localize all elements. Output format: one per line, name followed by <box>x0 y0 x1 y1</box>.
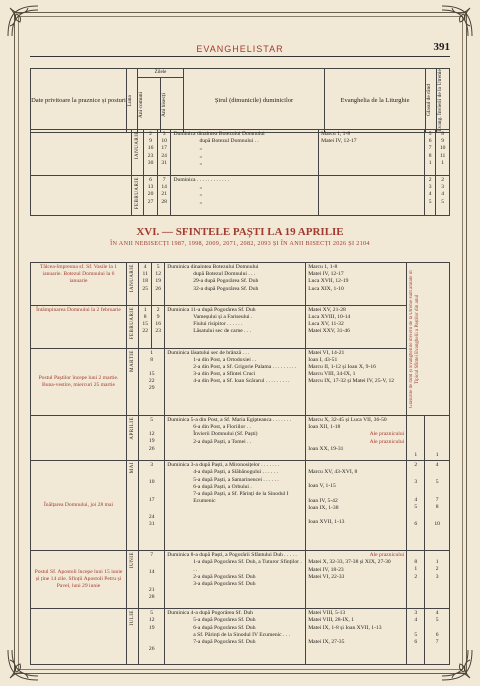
evang: 4 <box>441 191 445 198</box>
gospel: Matei IX, 27-35 <box>308 638 345 645</box>
glas: 5 <box>428 198 432 205</box>
day: 8 <box>143 313 147 320</box>
gospel: Ioan XX, 19-31 <box>308 445 344 452</box>
corner-ornament-icon <box>440 4 474 38</box>
gospel: Matei IX, 1-8 și Ioan XVII, 1-13 <box>308 624 382 631</box>
sunday-name: 5-a după Pogorârea Sf. Duh <box>193 617 256 624</box>
sunday-name: „ <box>199 184 202 191</box>
gospel: Matei IV, 12-17 <box>321 138 357 145</box>
month-label: FEBRUARIE <box>130 306 135 340</box>
evang: 7 <box>435 496 439 503</box>
day: 31 <box>161 159 167 166</box>
month-label: IUNIE <box>130 552 135 569</box>
gospel: Matei XXV, 31-46 <box>308 328 350 335</box>
gospel: Ioan IX, 1-38 <box>308 504 339 511</box>
gospel: Ioan XII, 1-18 <box>308 424 341 431</box>
sunday-name: după Botezul Domnului . . . <box>193 271 256 278</box>
day: 4 <box>143 264 147 270</box>
evang: 4 <box>435 462 439 469</box>
evang: 10 <box>439 145 446 152</box>
month-label: IANUARIE <box>134 131 140 160</box>
day: 3 <box>162 131 166 137</box>
sunday-name: 4-a după Paști, a Slăbănogului . . . . . . <box>193 469 278 476</box>
day: 12 <box>155 271 161 278</box>
sunday-name: 6-a după Pogorârea Sf. Duh <box>193 624 256 631</box>
day: 2 <box>149 131 152 137</box>
sunday-name: 5-a după Paști, a Samarinencei . . . . . . <box>193 476 279 483</box>
evang: 5 <box>441 198 445 205</box>
evang: 8 <box>441 131 445 137</box>
evang: 8 <box>435 503 439 510</box>
glas: 4 <box>414 496 418 503</box>
day: 5 <box>156 264 160 270</box>
header-dates: Date privitoare la praznice și posturi <box>31 69 127 133</box>
header-ani-comuni: Ani comuni <box>138 91 144 118</box>
day: 26 <box>148 445 155 452</box>
day: 3 <box>150 462 154 469</box>
day: 7 <box>150 552 154 559</box>
gospel: Luca XV, 11-32 <box>308 321 344 328</box>
glas: 7 <box>428 145 432 152</box>
sunday-name: Duminica dinaintea Botezului Domnului <box>167 264 259 270</box>
feast-note: Înălțarea Domnului, joi 28 mai <box>31 461 127 551</box>
sunday-name: 29-a după Pogorârea Sf. Duh <box>193 278 259 285</box>
glas: 6 <box>428 138 432 145</box>
glas: 2 <box>414 462 418 469</box>
sunday-name: 2-a după Paști, a Tomei . . <box>193 438 252 445</box>
evang: 1 <box>435 559 439 566</box>
day: 23 <box>147 152 154 159</box>
gospel: Ioan XVII, 1-13 <box>308 519 345 526</box>
sunday-name: 7-a după Pogorârea Sf. Duh <box>193 639 256 646</box>
gospel: Ioan IV, 5-42 <box>308 497 338 504</box>
gospel: Matei IV, 12-17 <box>308 271 344 278</box>
header-ani-bisecti: Ani bisecți <box>161 92 167 117</box>
red-text: Ale praznicului <box>369 438 405 445</box>
day: 19 <box>155 278 161 285</box>
red-text: Ale praznicului <box>369 431 405 438</box>
evang: 4 <box>435 610 439 617</box>
glas: 5 <box>428 131 432 137</box>
day: 1 <box>143 306 147 313</box>
running-head: EVANGHELISTAR <box>196 44 284 54</box>
sunday-name: 6-a după Paști, a Orbului . <box>193 483 252 490</box>
evang: 3 <box>435 573 439 580</box>
day: 8 <box>150 356 154 363</box>
day: 22 <box>148 378 155 385</box>
glas: 6 <box>414 521 418 528</box>
day: 29 <box>148 385 155 392</box>
day: 10 <box>148 479 155 486</box>
day: 20 <box>147 191 154 198</box>
sunday-name: „ <box>199 145 202 152</box>
sunday-name: Vameșului și a Fariseului . <box>193 313 253 320</box>
glas: 4 <box>428 191 432 198</box>
day: 21 <box>148 586 155 593</box>
sunday-name: Duminica dinaintea Botezului Domnului <box>173 131 265 137</box>
glas: 3 <box>414 479 418 486</box>
glas: 8 <box>414 559 418 566</box>
glas: 6 <box>414 638 418 645</box>
day: 31 <box>148 521 155 528</box>
sunday-name: 32-a după Pogorârea Sf. Duh <box>193 285 259 292</box>
sunday-name: 2-a după Pogorârea Sf. Duh <box>193 573 256 580</box>
sunday-name: 2-a din Post, a Sf. Grigorie Palama . . . . . . . . . <box>193 363 297 370</box>
day: 15 <box>142 321 148 328</box>
day: 22 <box>142 328 148 335</box>
month-label: APRILIE <box>130 417 135 440</box>
day: 13 <box>147 184 154 191</box>
evang: 7 <box>435 638 439 645</box>
evang: 5 <box>435 617 439 624</box>
gospel: Marcu II, 1-12 și Ioan X, 9-16 <box>308 363 376 370</box>
day: 17 <box>161 145 167 152</box>
day: 24 <box>148 513 155 520</box>
sunday-name: după Botezul Domnului . . <box>199 138 259 145</box>
evang: 3 <box>441 184 445 191</box>
day: 15 <box>148 370 155 377</box>
gospel: Luca XIX, 1-10 <box>308 285 344 292</box>
evang: 11 <box>439 152 446 159</box>
glas: 2 <box>414 573 418 580</box>
day: 12 <box>148 617 155 624</box>
day: 10 <box>161 138 167 145</box>
feast-note: Întâmpinarea Domnului la 2 februarie <box>31 305 127 348</box>
day: 1 <box>150 349 154 356</box>
sunday-name: Fiului risipitor . . . . . . <box>193 321 243 328</box>
feast-note: Postul Paștilor începe luni 2 martie. Buna-vestire, miercuri 25 martie <box>31 348 127 416</box>
gospel: Marcu IX, 17-32 și Matei IV, 25-V, 12 <box>308 378 395 385</box>
feast-note: Tâlcea-împreuna sf. Sf. Vasile la 1 ianuarie. Botezul Domnului la 6 ianuarie <box>31 263 127 306</box>
red-text: Ale praznicului <box>369 552 405 559</box>
gospel: Matei VIII, 28-IX, 1 <box>308 617 354 624</box>
evang: 9 <box>441 138 445 145</box>
glas: 4 <box>414 617 418 624</box>
gospel: Luca XVII, 12-19 <box>308 278 349 285</box>
glas: 2 <box>428 177 432 183</box>
day: 12 <box>148 431 155 438</box>
gospel: Matei VI, 14-21 <box>308 349 345 356</box>
page-number: 391 <box>433 41 450 53</box>
day: 9 <box>156 313 160 320</box>
day: 5 <box>150 610 154 617</box>
sunday-name: 6-a din Post, a Floriilor . . <box>193 424 251 431</box>
month-label: IANUARIE <box>130 264 135 293</box>
column-header-table <box>30 68 450 133</box>
glas: 1 <box>428 159 432 166</box>
day: 14 <box>148 569 155 576</box>
day: 19 <box>148 438 155 445</box>
feast-note: Postul Sf. Apostoli începe luni 15 iunie și ține 14 zile. Sfinții Apostoli Petru și Pavel, luni 29 iunie <box>31 551 127 609</box>
day: 26 <box>155 285 161 292</box>
day: 18 <box>142 278 148 285</box>
glas: 8 <box>428 152 432 159</box>
sunday-name: Învierii Domnului (Sf. Paști) <box>193 431 258 438</box>
gospel: Marcu XV, 43-XVI, 8 <box>308 469 358 476</box>
sunday-name: „ <box>199 152 202 159</box>
day: 25 <box>142 285 148 292</box>
evang: 1 <box>441 159 445 166</box>
gospel: Marcu 1, 1-8 <box>321 131 351 137</box>
glas: 5 <box>414 631 418 638</box>
section-subtitle: ÎN ANII NEBISECȚI 1987, 1998, 2009, 2071, 2082, 2093 ȘI ÎN ANII BISECȚI 2026 ȘI 2104 <box>110 240 370 247</box>
gospel: Marcu 1, 1-8 <box>308 264 338 270</box>
table-section-ianuarie <box>30 129 450 216</box>
sunday-name: Duminica lăsatului sec de brânză . . . <box>167 349 250 356</box>
evang: 2 <box>441 177 445 183</box>
sunday-name: „ <box>199 198 202 205</box>
day: 6 <box>149 177 152 183</box>
gospel: Matei XV, 21-28 <box>308 306 346 313</box>
gospel: Matei IV, 18-23 <box>308 566 344 573</box>
sunday-name: Duminica 3-a după Paști, a Mironosițelor . . . . . . . <box>167 462 280 469</box>
sunday-name: 4-a din Post, a Sf. Ioan Scărarul . . . . . . . . . <box>193 378 290 385</box>
day: 27 <box>147 198 154 205</box>
sunday-name: 1-a din Post, a Ortodoxiei . . <box>193 356 257 363</box>
day: 14 <box>161 184 167 191</box>
sunday-name: 1-a după Pogorârea Sf. Duh, a Tuturor Sfinților . . . <box>193 559 302 573</box>
header-luna: Luna <box>127 94 133 107</box>
section-title: XVI. — SFINTELE PAȘTI LA 19 APRILIE <box>136 226 344 238</box>
sunday-name: „ <box>199 191 202 198</box>
glas: 1 <box>414 566 418 573</box>
day: 26 <box>148 645 155 652</box>
day: 11 <box>142 271 148 278</box>
corner-ornament-icon <box>6 4 40 38</box>
sunday-name: 3-a după Pogorârea Sf. Duh <box>193 581 256 588</box>
day: 30 <box>147 159 154 166</box>
day: 7 <box>162 177 166 183</box>
month-label: MAI <box>130 462 135 474</box>
day: 5 <box>150 417 154 423</box>
day: 9 <box>149 138 152 145</box>
day: 28 <box>161 198 167 205</box>
gospel: Matei VI, 22-33 <box>308 573 345 580</box>
day: 23 <box>155 328 161 335</box>
red-side-note: Glasurile de rând și Evangheliile învierii de la Utrenie sunt arătate în Tipicul Sfintei Evanghelii a Paștilor din anul <box>409 270 421 408</box>
day: 16 <box>155 321 161 328</box>
sunday-name: Duminica 4-a după Pogorârea Sf. Duh <box>167 610 253 617</box>
glas: 3 <box>414 610 418 617</box>
header-evanghelia: Evanghelia de la Liturghie <box>325 69 426 133</box>
glas: 5 <box>414 503 418 510</box>
evang: 2 <box>435 566 439 573</box>
header-rule <box>30 56 450 57</box>
sunday-name: Duminica . . . . . . . . . . . . <box>173 177 230 183</box>
gospel: Marcu X, 32-45 și Luca VII, 36-50 <box>308 417 387 423</box>
glas: 3 <box>428 184 432 191</box>
evang: 5 <box>435 479 439 486</box>
sunday-name: 7-a după Paști, a Sf. Părinți de la Sinodul I Ecumenic <box>193 491 289 505</box>
day: 2 <box>156 306 160 313</box>
evang: 6 <box>435 631 439 638</box>
day: 16 <box>147 145 154 152</box>
header-sirul: Șirul (dimunicile) duminicilor <box>184 69 325 133</box>
sunday-name: Duminica 5-a din Post, a Sf. Maria Egipteanca . . . . . . . <box>167 417 292 423</box>
gospel: Luca XVIII, 10-14 <box>308 313 351 320</box>
day: 21 <box>161 191 167 198</box>
gospel: Matei X, 32-33, 37-38 și XIX, 27-30 <box>308 559 391 566</box>
sunday-name: a Sf. Părinți de la Sinodul IV Ecumenic . . . <box>193 631 291 638</box>
sunday-name: Lăsatului sec de carne . . . <box>193 328 252 335</box>
sunday-name: 3-a din Post, a Sfintei Cruci <box>193 371 256 378</box>
month-label: FEBRUARIE <box>134 177 140 210</box>
month-label: IULIE <box>130 610 135 626</box>
header-zilele: Zilele <box>138 69 184 78</box>
gospel: Marcu VIII, 34-IX, 1 <box>308 371 356 378</box>
month-label: MARTIE <box>130 349 135 372</box>
day: 19 <box>148 624 155 631</box>
sunday-name: Duminica 11-a după Pogorârea Sf. Duh <box>167 306 256 313</box>
gospel: Ioan I, 43-51 <box>308 356 338 363</box>
gospel: Ioan V, 1-15 <box>308 483 336 490</box>
table-section-xvi: Tâlcea-împreuna sf. Sf. Vasile la 1 ianuarie. Botezul Domnului la 6 ianuarie IANUARIE 4 11 18 25 5 12 19 26 Duminica dinaintea Botezului Domnului după Botezul Domnului . . . 29-a după Pogorârea Sf. Duh 32-a după Pogorârea Sf. Duh Marcu 1, 1-8 Matei IV, 12-17 Luca XVII, 12-19 Luca XIX, 1-10 Glasurile de rând și Evangheliile învierii de la Utrenie sunt arătate în Tipicul Sfintei Evanghelii a Paștilor din anul Întâmpinarea Domnului la 2 februarie FEBRUARIE 1 8 15 22 2 9 16 23 Duminica 11-a după Pogorârea Sf. Duh Vameșului și a Fariseului . Fiului risipitor . . . . . . Lăsatului sec de carne . . . Matei XV, 21-28 Luca XVIII, 10-14 Luca XV, 11-32 Matei XXV, 31-46 Postul Paștilor începe luni 2 martie. Buna-vestire, miercuri 25 martie MARTIE 1 8 15 22 29 Duminica lăsatului sec de brânză . . . 1-a din Post, a Ortodoxiei . . 2-a din Post, a Sf. Grigorie Palama . . . . . . . . . 3-a din Post, a Sfintei Cruci 4-a din Post, a Sf. Ioan Scărarul . . . . . . . . . Matei VI, 14-21 Ioan I, 43-51 Marcu II, 1-12 și Ioan X, 9-16 Marcu VIII, 34-IX, 1 Marcu IX, 17-32 și Matei IV, 25-V, 12 APRILIE 5 12 19 26 Duminica 5-a din Post, a Sf. Maria Egipteanca . . . . . . . 6-a din Post, a Floriilor . . Învierii Domnului (Sf. Paști) 2-a după Paști, a Tomei . . Marcu X, 32-45 și Luca VII, 36-50 Ioan XII, 1-18 Ale praznicului Ale praznicului Ioan XX, 19-31 1 1 Înălțarea Domnului, joi 28 mai MAI 3 10 17 24 31 Duminica 3-a după Paști, a Mironosițelor . . . . . . . 4-a după Paști, a Slăbănogului . . . . . . 5-a după Paști, a Samarinencei . . . . . . 6-a după Paști, a Orbului . 7-a după Paști, a Sf. Părinți de la Sinodul I Ecumenic Marcu XV, 43-XVI, 8 Ioan V, 1-15 Ioan IV, 5-42 Ioan IX, 1-38 Ioan XVII, 1-13 2 3 4 5 6 4 5 7 8 10 Postul Sf. Apostoli începe luni 15 iunie și ține 14 zile. Sfinții Apostoli Petru și Pavel, luni 29 iunie IUNIE 7 14 21 28 Duminica 8-a după Paști, a Pogorârii Sfântului Duh . . . . . 1-a după Pogorârea Sf. Duh, a Tuturor Sfinților . . . 2-a după Pogorârea Sf. Duh 3-a după Pogorârea Sf. Duh Ale praznicului Matei X, 32-33, 37-38 și XIX, 27-30 Matei IV, 18-23 Matei VI, 22-33 8 1 2 1 2 3 IULIE 5 12 19 26 Duminica 4-a după Pogorârea Sf. Duh 5-a după Pogorârea Sf. Duh 6-a după Pogorârea Sf. Duh a Sf. Părinți de la Sinodul IV Ecumenic . . . 7-a după Pogorârea Sf. Duh Matei VIII, 5-13 Matei VIII, 28-IX, 1 Matei IX, 1-8 și Ioan XVII, 1-13 Matei IX, 27-35 3 4 5 6 4 5 6 7 <box>30 262 450 665</box>
evang: 10 <box>434 521 440 528</box>
header-glasul: Glasul de rând <box>426 84 432 117</box>
day: 28 <box>148 593 155 600</box>
header-evang-utrenie: Evang. Învierii de la Utrenie <box>437 69 443 132</box>
sunday-name: „ <box>199 159 202 166</box>
day: 17 <box>148 496 155 503</box>
sunday-name: Duminica 8-a după Paști, a Pogorârii Sfântului Duh . . . . . <box>167 552 297 559</box>
gospel: Matei VIII, 5-13 <box>308 610 346 617</box>
day: 24 <box>161 152 167 159</box>
